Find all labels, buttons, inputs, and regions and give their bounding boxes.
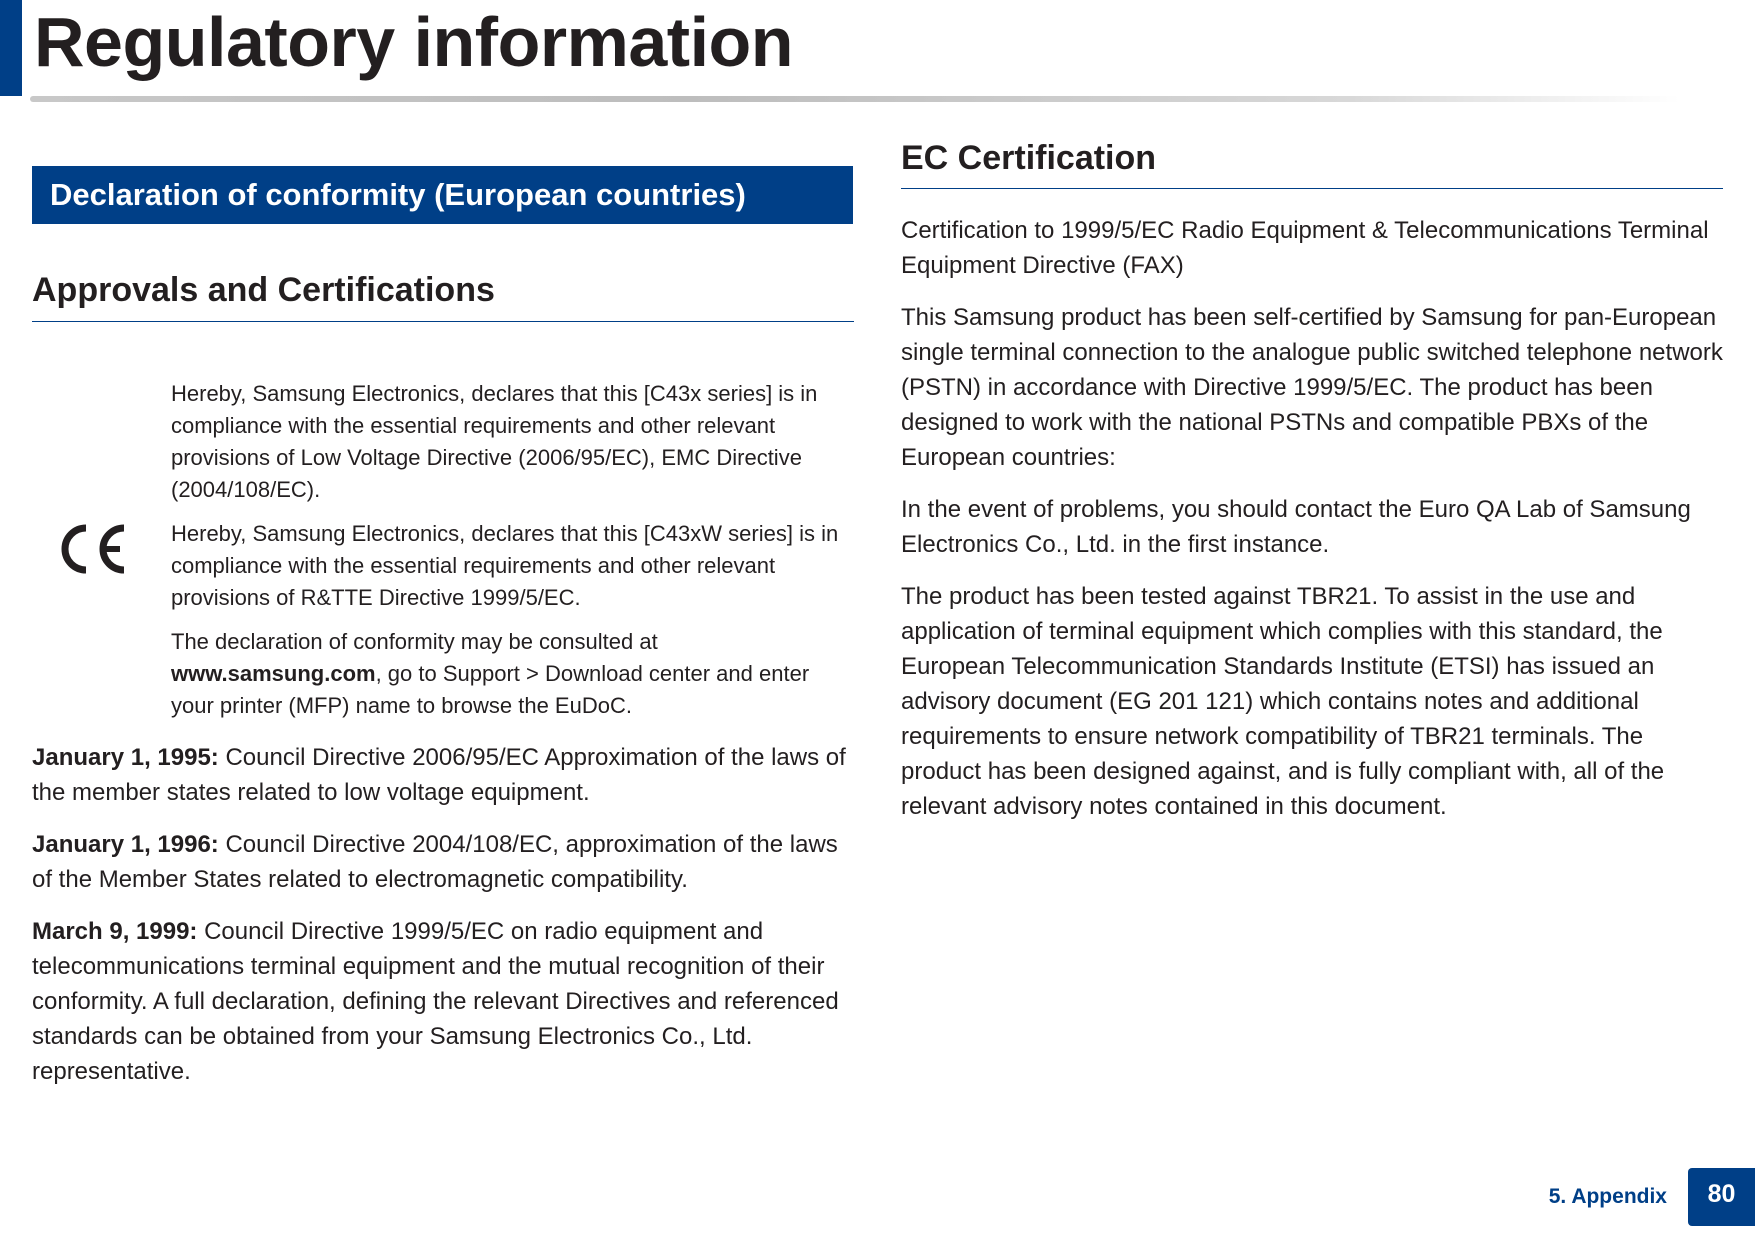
declaration-text-block bbox=[171, 378, 851, 734]
samsung-website-link[interactable]: www.samsung.com bbox=[171, 661, 376, 686]
ec-certification-body bbox=[901, 213, 1723, 841]
title-accent-bar bbox=[0, 0, 22, 96]
page-title: Regulatory information bbox=[34, 3, 794, 81]
directive-text: Council Directive 2006/95/EC Approximation of the laws of the member states related to low voltage equipment. bbox=[32, 744, 846, 806]
directives-list bbox=[32, 740, 854, 1106]
ce-mark-icon bbox=[56, 522, 128, 576]
directive-text: Council Directive 1999/5/EC on radio equipment and telecommunications terminal equipment and the mutual recognition of their conformity. A full declaration, defining the relevant Directives and referenced standards can be obtained from your Samsung Electronics Co., Ltd. representative. bbox=[32, 918, 839, 1085]
section-banner: Declaration of conformity (European countries) bbox=[32, 166, 853, 224]
directive-date: March 9, 1999: bbox=[32, 918, 198, 945]
footer-chapter-label: 5. Appendix bbox=[1548, 1185, 1667, 1208]
ec-paragraph: Certification to 1999/5/EC Radio Equipment & Telecommunications Terminal Equipment Directive (FAX) bbox=[901, 217, 1709, 279]
ec-paragraph: This Samsung product has been self-certified by Samsung for pan-European single terminal connection to the analogue public switched telephone network (PSTN) in accordance with Directive 1999/5/EC. The product has been designed to work with the national PSTNs and compatible PBXs of the European countries: bbox=[901, 304, 1723, 471]
ec-certification-heading-rule bbox=[901, 188, 1723, 189]
declaration-paragraph: Hereby, Samsung Electronics, declares that this [C43x series] is in compliance with the essential requirements and other relevant provisions of Low Voltage Directive (2006/95/EC), EMC Directive (2004/108/EC). bbox=[171, 381, 818, 502]
ec-paragraph: The product has been tested against TBR21. To assist in the use and application of terminal equipment which complies with this standard, the European Telecommunication Standards Institute (ETSI) has issued an advisory document (EG 201 121) which contains notes and additional requirements to ensure network compatibility of TBR21 terminals. The product has been designed against, and is fully compliant with, all of the relevant advisory notes contained in this document. bbox=[901, 583, 1665, 820]
approvals-heading: Approvals and Certifications bbox=[32, 271, 495, 309]
declaration-consult-instructions: , go to Support > Download center and enter your printer (MFP) name to browse the EuDoC. bbox=[171, 661, 810, 718]
declaration-consult-text: The declaration of conformity may be consulted at bbox=[171, 629, 658, 654]
title-underline bbox=[30, 96, 1680, 102]
directive-date: January 1, 1995: bbox=[32, 744, 219, 771]
directive-date: January 1, 1996: bbox=[32, 831, 219, 858]
directive-text: Council Directive 2004/108/EC, approximation of the laws of the Member States related to electromagnetic compatibility. bbox=[32, 831, 838, 893]
declaration-paragraph bbox=[171, 626, 851, 722]
directive-item bbox=[32, 827, 854, 897]
declaration-paragraph: Hereby, Samsung Electronics, declares that this [C43xW series] is in compliance with the essential requirements and other relevant provisions of R&TTE Directive 1999/5/EC. bbox=[171, 521, 839, 610]
ec-certification-heading: EC Certification bbox=[901, 139, 1157, 177]
directive-item bbox=[32, 740, 854, 810]
ec-paragraph: In the event of problems, you should contact the Euro QA Lab of Samsung Electronics Co., Ltd. in the first instance. bbox=[901, 496, 1691, 558]
directive-item bbox=[32, 914, 854, 1089]
approvals-heading-rule bbox=[32, 321, 854, 322]
page-number-badge: 80 bbox=[1688, 1168, 1755, 1226]
